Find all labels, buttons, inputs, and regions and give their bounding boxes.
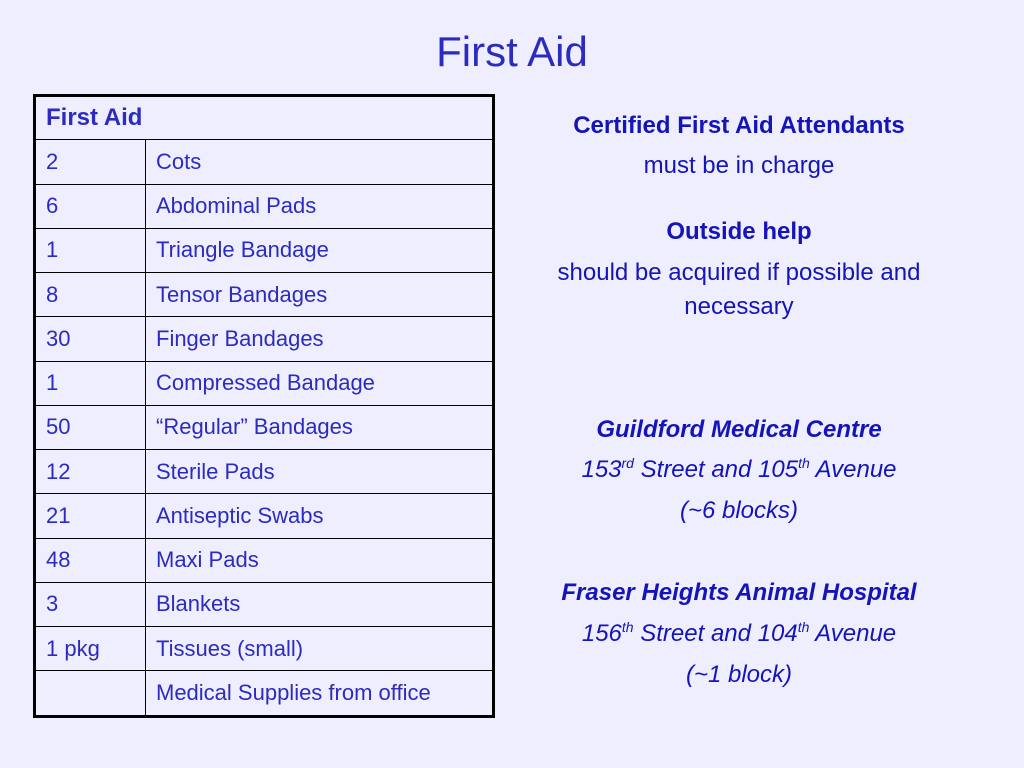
item-cell: Sterile Pads bbox=[146, 450, 494, 494]
item-cell: Blankets bbox=[146, 582, 494, 626]
table-row bbox=[35, 627, 494, 671]
fraser-address: 156th Street and 104th Avenue bbox=[581, 619, 897, 647]
qty-cell: 8 bbox=[35, 273, 146, 317]
qty-cell: 6 bbox=[35, 184, 146, 228]
qty-cell: 3 bbox=[35, 582, 146, 626]
guildford-distance: (~6 blocks) bbox=[679, 497, 799, 524]
page-title: First Aid bbox=[436, 28, 588, 75]
table-row bbox=[35, 450, 494, 494]
table-row bbox=[35, 538, 494, 582]
item-cell: Compressed Bandage bbox=[146, 361, 494, 405]
outside-help-text-line2: necessary bbox=[684, 293, 794, 320]
qty-cell bbox=[35, 671, 146, 717]
table-row bbox=[35, 317, 494, 361]
item-cell: Tensor Bandages bbox=[146, 273, 494, 317]
attendants-heading: Certified First Aid Attendants bbox=[573, 112, 905, 139]
table-header-row bbox=[35, 96, 494, 140]
item-cell: Medical Supplies from office bbox=[146, 671, 494, 717]
qty-cell: 12 bbox=[35, 450, 146, 494]
qty-cell: 21 bbox=[35, 494, 146, 538]
item-cell: Antiseptic Swabs bbox=[146, 494, 494, 538]
item-cell: Cots bbox=[146, 140, 494, 184]
qty-cell: 48 bbox=[35, 538, 146, 582]
outside-help-heading: Outside help bbox=[666, 218, 812, 245]
table-row bbox=[35, 273, 494, 317]
qty-cell: 1 pkg bbox=[35, 627, 146, 671]
qty-cell: 1 bbox=[35, 228, 146, 272]
outside-help-text-line1: should be acquired if possible and bbox=[557, 259, 921, 286]
fraser-name: Fraser Heights Animal Hospital bbox=[561, 579, 917, 606]
table-row bbox=[35, 228, 494, 272]
table-row bbox=[35, 140, 494, 184]
attendants-text: must be in charge bbox=[643, 152, 835, 179]
supplies-table bbox=[33, 94, 495, 718]
item-cell: Triangle Bandage bbox=[146, 228, 494, 272]
item-cell: Tissues (small) bbox=[146, 627, 494, 671]
guildford-address: 153rd Street and 105th Avenue bbox=[581, 455, 897, 483]
item-cell: Finger Bandages bbox=[146, 317, 494, 361]
table-header: First Aid bbox=[35, 96, 494, 140]
fraser-distance: (~1 block) bbox=[685, 661, 793, 688]
table-row bbox=[35, 582, 494, 626]
qty-cell: 1 bbox=[35, 361, 146, 405]
table-row bbox=[35, 361, 494, 405]
table-row bbox=[35, 184, 494, 228]
table-row bbox=[35, 405, 494, 449]
table-row bbox=[35, 494, 494, 538]
qty-cell: 50 bbox=[35, 405, 146, 449]
guildford-name: Guildford Medical Centre bbox=[596, 416, 882, 443]
item-cell: Abdominal Pads bbox=[146, 184, 494, 228]
item-cell: Maxi Pads bbox=[146, 538, 494, 582]
item-cell: “Regular” Bandages bbox=[146, 405, 494, 449]
qty-cell: 2 bbox=[35, 140, 146, 184]
table-row bbox=[35, 671, 494, 717]
qty-cell: 30 bbox=[35, 317, 146, 361]
